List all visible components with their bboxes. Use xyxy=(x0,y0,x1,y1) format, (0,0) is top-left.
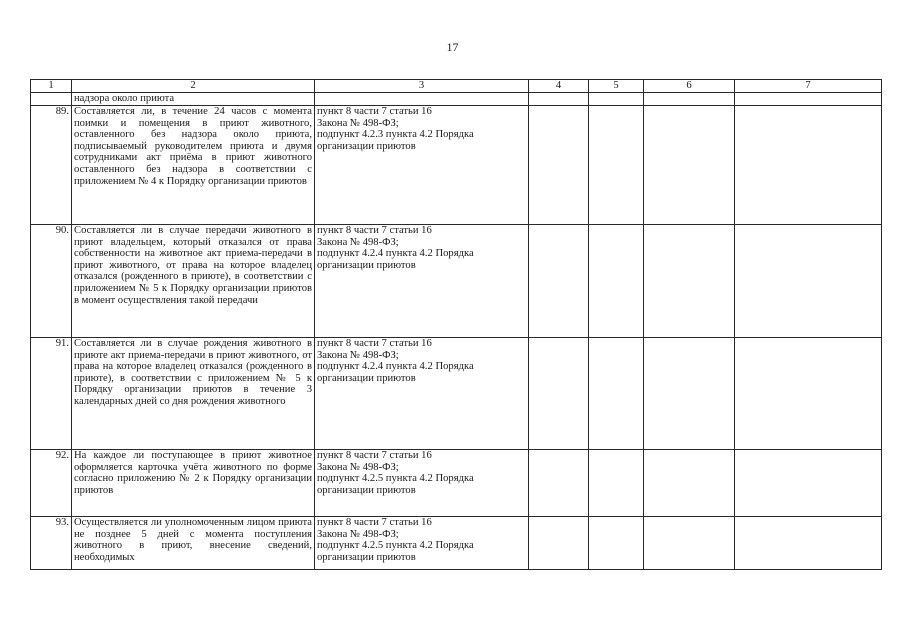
basis-line: подпункт 4.2.5 пункта 4.2 Порядка xyxy=(317,540,474,552)
empty-cell xyxy=(589,106,644,225)
basis-line: подпункт 4.2.4 пункта 4.2 Порядка xyxy=(317,361,474,373)
column-header-3: 3 xyxy=(315,80,529,93)
question-cell: Составляется ли, в течение 24 часов с момента поимки и помещения в приют животного, оставленного без надзора около приюта, подписываемый руководителем приюта и двумя сотрудниками акт приёма в приют животного оставленного без надзора в соответствии с приложением № 4 к Порядку организации приютов xyxy=(72,106,315,225)
empty-cell xyxy=(735,338,882,450)
basis-line: организации приютов xyxy=(317,140,416,152)
column-header-6: 6 xyxy=(644,80,735,93)
question-cell: надзора около приюта xyxy=(72,93,315,106)
row-number-cell: 89. xyxy=(31,106,72,225)
empty-cell xyxy=(644,338,735,450)
basis-line: Закона № 498-ФЗ; xyxy=(317,236,399,248)
question-cell: Составляется ли в случае передачи животного в приют владельцем, который отказался от права собственности на животное акт приема-передачи в приют животного, от права на которое владелец отказался (рожденного в приюте), в соответствии с приложением № 5 к Порядку организации приютов в момент осуществления такой передачи xyxy=(72,225,315,338)
page-number: 17 xyxy=(446,40,459,54)
empty-cell xyxy=(735,106,882,225)
basis-cell xyxy=(315,106,529,225)
basis-line: Закона № 498-ФЗ; xyxy=(317,117,399,129)
column-header-5: 5 xyxy=(589,80,644,93)
basis-line: подпункт 4.2.3 пункта 4.2 Порядка xyxy=(317,129,474,141)
basis-cell xyxy=(315,93,529,106)
basis-line: пункт 8 части 7 статьи 16 xyxy=(317,338,432,349)
column-header-1: 1 xyxy=(31,80,72,93)
row-number-cell: 90. xyxy=(31,225,72,338)
basis-line: Закона № 498-ФЗ; xyxy=(317,349,399,361)
row-number-cell: 93. xyxy=(31,517,72,570)
basis-cell xyxy=(315,517,529,570)
empty-cell xyxy=(644,106,735,225)
empty-cell xyxy=(529,450,589,517)
question-cell: На каждое ли поступающее в приют животное оформляется карточка учёта животного по форме согласно приложению № 2 к Порядку организации приютов xyxy=(72,450,315,517)
basis-line: пункт 8 части 7 статьи 16 xyxy=(317,517,432,528)
column-header-4: 4 xyxy=(529,80,589,93)
basis-line: организации приютов xyxy=(317,551,416,563)
basis-line: пункт 8 части 7 статьи 16 xyxy=(317,225,432,236)
empty-cell xyxy=(589,517,644,570)
empty-cell xyxy=(589,450,644,517)
basis-line: пункт 8 части 7 статьи 16 xyxy=(317,106,432,117)
empty-cell xyxy=(644,517,735,570)
basis-line: подпункт 4.2.4 пункта 4.2 Порядка xyxy=(317,248,474,260)
basis-line: Закона № 498-ФЗ; xyxy=(317,528,399,540)
basis-line: организации приютов xyxy=(317,372,416,384)
checklist-table xyxy=(30,79,882,570)
empty-cell xyxy=(589,225,644,338)
basis-line: пункт 8 части 7 статьи 16 xyxy=(317,450,432,461)
empty-cell xyxy=(529,225,589,338)
empty-cell xyxy=(644,450,735,517)
column-header-2: 2 xyxy=(72,80,315,93)
empty-cell xyxy=(735,517,882,570)
basis-cell xyxy=(315,225,529,338)
empty-cell xyxy=(735,225,882,338)
table-row xyxy=(31,517,882,570)
row-number-cell: 92. xyxy=(31,450,72,517)
table-row-continuation xyxy=(31,93,882,106)
table-row xyxy=(31,338,882,450)
question-cell: Осуществляется ли уполномоченным лицом приюта не позднее 5 дней с момента поступления животного в приют, внесение сведений, необходимых xyxy=(72,517,315,570)
row-number-cell xyxy=(31,93,72,106)
empty-cell xyxy=(644,225,735,338)
empty-cell xyxy=(529,517,589,570)
row-number-cell: 91. xyxy=(31,338,72,450)
empty-cell xyxy=(735,93,882,106)
header-row xyxy=(31,80,882,93)
basis-line: организации приютов xyxy=(317,484,416,496)
table-row xyxy=(31,450,882,517)
basis-cell xyxy=(315,450,529,517)
empty-cell xyxy=(529,93,589,106)
question-cell: Составляется ли в случае рождения животного в приюте акт приема-передачи в приют животного, от права на которое владелец отказался (рожденного в приюте), в соответствии с приложением № 5 к Порядку организации приютов в течение 3 календарных дней со дня рождения животного xyxy=(72,338,315,450)
column-header-7: 7 xyxy=(735,80,882,93)
empty-cell xyxy=(529,338,589,450)
basis-line: Закона № 498-ФЗ; xyxy=(317,461,399,473)
empty-cell xyxy=(589,93,644,106)
table-row xyxy=(31,225,882,338)
empty-cell xyxy=(644,93,735,106)
empty-cell xyxy=(529,106,589,225)
empty-cell xyxy=(589,338,644,450)
basis-line: организации приютов xyxy=(317,259,416,271)
table-row xyxy=(31,106,882,225)
basis-cell xyxy=(315,338,529,450)
empty-cell xyxy=(735,450,882,517)
basis-line: подпункт 4.2.5 пункта 4.2 Порядка xyxy=(317,473,474,485)
